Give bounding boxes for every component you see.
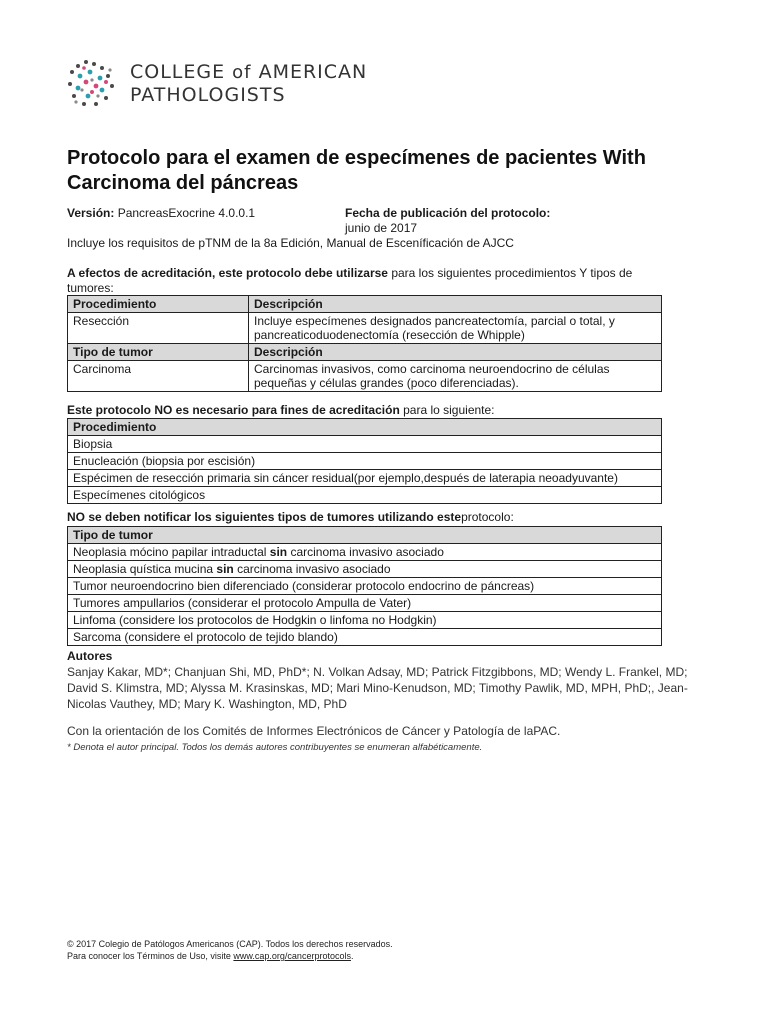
principal-author-note: * Denota el autor principal. Todos los demás autores contribuyentes se enumeran alfabéticamente. (67, 742, 483, 753)
table-header-row (68, 344, 662, 361)
not-required-table (67, 418, 662, 504)
terms-text: Para conocer los Términos de Uso, visite (67, 951, 234, 961)
copyright-text: © 2017 Colegio de Patólogos Americanos (CAP). Todos los derechos reservados. (67, 939, 393, 949)
list-item: Tumor neuroendocrino bien diferenciado (considerar protocolo endocrino de páncreas) (68, 578, 662, 595)
list-item: Sarcoma (considere el protocolo de tejido blando) (68, 629, 662, 646)
not-reported-lead (67, 510, 667, 525)
row-emphasis: sin (216, 562, 234, 576)
table-row (68, 612, 662, 629)
not-reported-table (67, 526, 662, 646)
cap-logo (66, 58, 367, 110)
header-procedure: Procedimiento (68, 419, 662, 436)
authors-list: Sanjay Kakar, MD*; Chanjuan Shi, MD, PhD*; N. Volkan Adsay, MD; Patrick Fitzgibbons, MD; Wendy L. Frankel, MD; David S. Klimstra, MD; Alyssa M. Krasinskas, MD; Mari Mino-Kenudson, MD; Timothy Pawlik, MD, MPH, PhD;, Jean-Nicolas Vauthey, MD; Mary K. Washington, MD, PhD (67, 665, 688, 711)
not-required-lead-rest: para lo siguiente: (399, 403, 495, 417)
table-row (68, 578, 662, 595)
header-description: Descripción (249, 296, 662, 313)
list-item (68, 544, 662, 561)
page-title: Protocolo para el examen de especímenes de pacientes With Carcinoma del páncreas (67, 147, 646, 194)
ajcc-requirements: Incluye los requisitos de pTNM de la 8a Edición, Manual de Esceníficación de AJCC (67, 236, 514, 250)
protocol-meta (67, 206, 667, 251)
cancer-protocols-link[interactable]: www.cap.org/cancerprotocols (233, 951, 351, 961)
table-row (68, 361, 662, 392)
list-item: Tumores ampullarios (considerar el protocolo Ampulla de Vater) (68, 595, 662, 612)
table-row (68, 629, 662, 646)
list-item: Enucleación (biopsia por escisión) (68, 453, 662, 470)
logo-text-american: AMERICAN (251, 61, 368, 83)
row-text: carcinoma invasivo asociado (233, 562, 391, 576)
table-row (68, 453, 662, 470)
list-item: Especímenes citológicos (68, 487, 662, 504)
table-row (68, 470, 662, 487)
pubdate-value: junio de 2017 (345, 221, 418, 235)
procedure-description: Incluye especímenes designados pancreatectomía, parcial o total, y pancreaticoduodenectomía (resección de Whipple) (249, 313, 662, 344)
cap-dots-logo-icon (66, 58, 118, 110)
not-required-lead (67, 403, 667, 418)
table-row (68, 313, 662, 344)
procedure-name: Resección (68, 313, 249, 344)
accreditation-lead (67, 266, 667, 296)
table-row (68, 561, 662, 578)
logo-text-of: of (232, 62, 252, 83)
terms-period: . (350, 951, 354, 961)
table-header-row (68, 296, 662, 313)
table-row (68, 487, 662, 504)
tumor-name: Carcinoma (68, 361, 249, 392)
pubdate-label: Fecha de publicación del protocolo: (345, 206, 551, 220)
list-item: Biopsia (68, 436, 662, 453)
table-row (68, 544, 662, 561)
header-description: Descripción (249, 344, 662, 361)
row-emphasis: sin (269, 545, 288, 559)
row-text: carcinoma invasivo asociado (287, 545, 444, 559)
header-tumor-type: Tipo de tumor (68, 527, 662, 544)
authors-heading: Autores (67, 649, 113, 663)
accreditation-lead-rest: para los siguientes procedimientos Y tipos de tumores: (67, 266, 633, 295)
list-item: Espécimen de resección primaria sin cáncer residual(por ejemplo,después de laterapia neoadyuvante) (68, 470, 662, 487)
table-header-row (68, 419, 662, 436)
guidance-text: Con la orientación de los Comités de Informes Electrónicos de Cáncer y Patología de laPAC. (67, 724, 561, 738)
footer (67, 938, 393, 962)
not-reported-lead-bold: NO se deben notificar los siguientes tipos de tumores utilizando este (67, 510, 462, 524)
version-value: PancreasExocrine 4.0.0.1 (114, 206, 256, 220)
row-text: Neoplasia mócino papilar intraductal (73, 545, 270, 559)
list-item: Linfoma (considere los protocolos de Hodgkin o linfoma no Hodgkin) (68, 612, 662, 629)
table-row (68, 595, 662, 612)
row-text: Neoplasia quística mucina (73, 562, 217, 576)
header-procedure: Procedimiento (68, 296, 249, 313)
table-header-row (68, 527, 662, 544)
logo-text-college: COLLEGE (130, 61, 233, 83)
version-label: Versión: (67, 206, 115, 220)
list-item (68, 561, 662, 578)
logo-text-pathologists: PATHOLOGISTS (130, 84, 286, 106)
logo-wordmark (130, 61, 367, 107)
table-row (68, 436, 662, 453)
accreditation-table (67, 295, 662, 392)
header-tumor-type: Tipo de tumor (68, 344, 249, 361)
not-reported-lead-rest: protocolo: (461, 510, 514, 524)
not-required-lead-bold: Este protocolo NO es necesario para fines de acreditación (67, 403, 400, 417)
accreditation-lead-bold: A efectos de acreditación, este protocolo debe utilizarse (67, 266, 388, 280)
tumor-description: Carcinomas invasivos, como carcinoma neuroendocrino de células pequeñas y células grandes (poco diferenciadas). (249, 361, 662, 392)
